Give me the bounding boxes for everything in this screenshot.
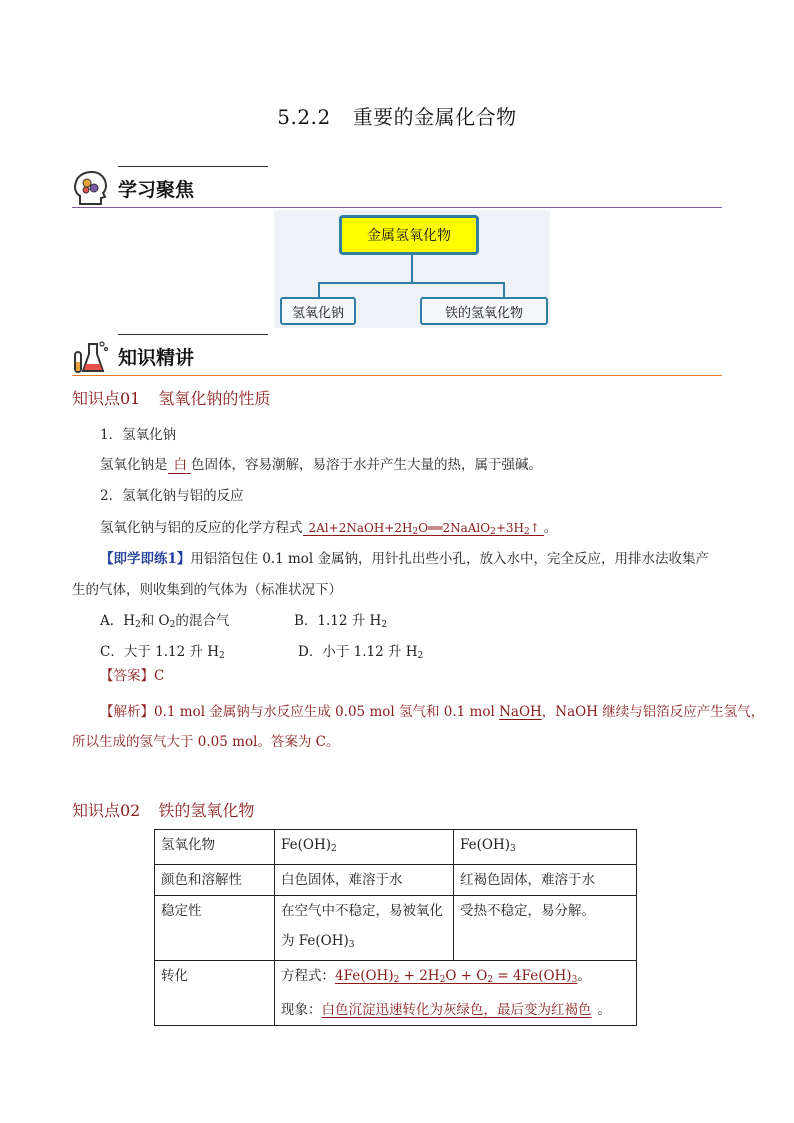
eq-part: ↑ bbox=[529, 521, 540, 535]
text-sub: 2 bbox=[331, 844, 337, 854]
text-run: 的混合气 bbox=[175, 613, 230, 629]
transform-equation bbox=[281, 961, 630, 995]
text-run: D．小于 1.12 升 H bbox=[298, 644, 418, 660]
transform-phenomenon bbox=[281, 995, 630, 1025]
concept-root-label: 金属氢氧化物 bbox=[367, 228, 451, 244]
header-top-rule bbox=[118, 166, 268, 167]
eq-sub: 2 bbox=[439, 975, 446, 985]
table-cell bbox=[275, 896, 454, 961]
text-run: 色固体，容易潮解，易溶于水并产生大量的热，属于强碱。 bbox=[191, 457, 542, 473]
connector-right bbox=[503, 282, 505, 297]
kp1-heading bbox=[72, 386, 270, 409]
table-cell: 氢氧化物 bbox=[155, 830, 275, 865]
table-cell: 转化 bbox=[155, 961, 275, 1026]
text-run: 用铝箔包住 0.1 mol 金属钠，用针扎出些小孔，放入水中，完全反应，用排水法收集产 bbox=[190, 551, 709, 567]
text-run: 方程式： bbox=[281, 968, 335, 984]
text-run: Fe(OH) bbox=[281, 837, 331, 853]
text-run: 氢氧化钠与铝的反应的化学方程式 bbox=[100, 520, 303, 536]
text-sub: 2 bbox=[381, 620, 388, 630]
table-cell: 颜色和溶解性 bbox=[155, 865, 275, 896]
text-run bbox=[281, 926, 447, 960]
text-sub: 3 bbox=[348, 940, 355, 950]
connector-vertical bbox=[411, 255, 413, 282]
equation-answer bbox=[335, 968, 577, 984]
equation-answer bbox=[303, 521, 544, 536]
section-label-focus: 学习聚焦 bbox=[118, 179, 195, 201]
answer-line bbox=[100, 666, 164, 686]
eq-sub: 2 bbox=[412, 527, 419, 537]
table-cell bbox=[275, 961, 637, 1026]
text-run: 。 bbox=[597, 1002, 611, 1018]
section-header-focus bbox=[72, 166, 722, 208]
concept-child-label: 氢氧化钠 bbox=[291, 305, 344, 321]
option-a bbox=[100, 611, 229, 635]
kp1-number: 知识点01 bbox=[72, 389, 141, 408]
brain-gears-icon bbox=[72, 170, 110, 206]
concept-map bbox=[274, 210, 550, 328]
eq-part: + 2H bbox=[399, 968, 440, 984]
table-row bbox=[155, 961, 637, 1026]
kp1-title: 氢氧化钠的性质 bbox=[158, 389, 271, 408]
table-cell: 稳定性 bbox=[155, 896, 275, 961]
header-bottom-rule bbox=[72, 375, 722, 376]
title-text: 重要的金属化合物 bbox=[352, 105, 517, 129]
table-row bbox=[155, 830, 637, 865]
kp1-s1-title: 1．氢氧化钠 bbox=[100, 427, 177, 443]
section-header-knowledge bbox=[72, 334, 722, 376]
section-label-knowledge: 知识精讲 bbox=[118, 347, 195, 369]
header-bottom-rule bbox=[72, 207, 722, 208]
table-cell bbox=[454, 830, 637, 865]
eq-sub: 3 bbox=[571, 975, 578, 985]
text-sub: 3 bbox=[510, 844, 516, 854]
table-cell bbox=[275, 830, 454, 865]
text-run: C．大于 1.12 升 H bbox=[100, 644, 220, 660]
text-run: Fe(OH) bbox=[460, 837, 510, 853]
iron-hydroxide-table bbox=[154, 829, 637, 1026]
header-top-rule bbox=[118, 334, 268, 335]
eq-part: O══2NaAlO bbox=[418, 521, 491, 535]
kp2-number: 知识点02 bbox=[72, 801, 141, 820]
table-cell: 受热不稳定，易分解。 bbox=[454, 896, 637, 961]
text-run: 为 Fe(OH) bbox=[281, 933, 349, 949]
analysis-line2: 所以生成的氢气大于 0.05 mol。答案为 C。 bbox=[72, 734, 340, 750]
eq-sub: 2 bbox=[490, 527, 496, 537]
link-naoh: NaOH bbox=[499, 704, 542, 720]
eq-sub: 2 bbox=[393, 975, 400, 985]
fill-blank-answer: 白 bbox=[168, 457, 192, 474]
exercise-question-line2: 生的气体，则收集到的气体为（标准状况下） bbox=[72, 582, 342, 598]
kp2-title: 铁的氢氧化物 bbox=[158, 801, 255, 820]
kp1-s2-title: 2．氢氧化钠与铝的反应 bbox=[100, 488, 244, 504]
eq-part: = 4Fe(OH) bbox=[493, 968, 572, 984]
title-number: 5.2.2 bbox=[277, 105, 331, 129]
eq-part: 2Al+2NaOH+2H bbox=[308, 521, 413, 535]
text-run: ，NaOH 继续与铝箔反应产生氢气， bbox=[541, 704, 765, 720]
text-sub: 2 bbox=[417, 651, 424, 661]
concept-root-node bbox=[339, 215, 479, 255]
text-run: 。 bbox=[543, 520, 558, 536]
eq-sub: 2 bbox=[524, 527, 530, 537]
phenomenon-answer: 白色沉淀迅速转化为灰绿色，最后变为红褐色 bbox=[321, 1002, 592, 1018]
text-run: 现象： bbox=[281, 1002, 322, 1018]
text-run: 。 bbox=[577, 968, 591, 984]
text-run: 和 O bbox=[140, 613, 170, 629]
lab-flask-icon bbox=[72, 338, 110, 374]
eq-part: 4Fe(OH) bbox=[335, 968, 394, 984]
option-b bbox=[294, 611, 387, 635]
answer-value: C bbox=[154, 668, 165, 684]
kp1-s2-text bbox=[100, 518, 557, 542]
exercise-tag: 【即学即练1】 bbox=[100, 551, 191, 567]
text-sub: 2 bbox=[169, 620, 176, 630]
connector-left bbox=[318, 282, 320, 297]
concept-child-label: 铁的氢氧化物 bbox=[444, 305, 523, 321]
option-d bbox=[298, 642, 423, 666]
text-run: 在空气中不稳定，易被氧化 bbox=[281, 903, 443, 919]
analysis-line1 bbox=[100, 702, 764, 722]
concept-child-node bbox=[420, 297, 548, 325]
answer-tag: 【答案】 bbox=[100, 668, 154, 684]
kp1-s1-text bbox=[100, 455, 542, 475]
kp2-heading bbox=[72, 798, 254, 821]
eq-sub: 2 bbox=[487, 975, 494, 985]
option-c bbox=[100, 642, 225, 666]
page-title bbox=[0, 101, 794, 130]
text-sub: 2 bbox=[135, 620, 141, 630]
text-run: B．1.12 升 H bbox=[294, 613, 382, 629]
table-cell: 红褐色固体，难溶于水 bbox=[454, 865, 637, 896]
table-cell: 白色固体，难溶于水 bbox=[275, 865, 454, 896]
text-run: 氢氧化钠是 bbox=[100, 457, 168, 473]
eq-part: O + O bbox=[445, 968, 488, 984]
table-row bbox=[155, 896, 637, 961]
eq-part: +3H bbox=[495, 521, 524, 535]
concept-child-node bbox=[280, 297, 356, 325]
text-run: 0.1 mol 金属钠与水反应生成 0.05 mol 氢气和 0.1 mol bbox=[154, 704, 500, 720]
text-run: A．H bbox=[100, 613, 136, 629]
text-sub: 2 bbox=[219, 651, 225, 661]
table-row bbox=[155, 865, 637, 896]
connector-horizontal bbox=[318, 282, 504, 284]
analysis-tag: 【解析】 bbox=[100, 704, 154, 720]
exercise-question-line1 bbox=[100, 549, 709, 569]
